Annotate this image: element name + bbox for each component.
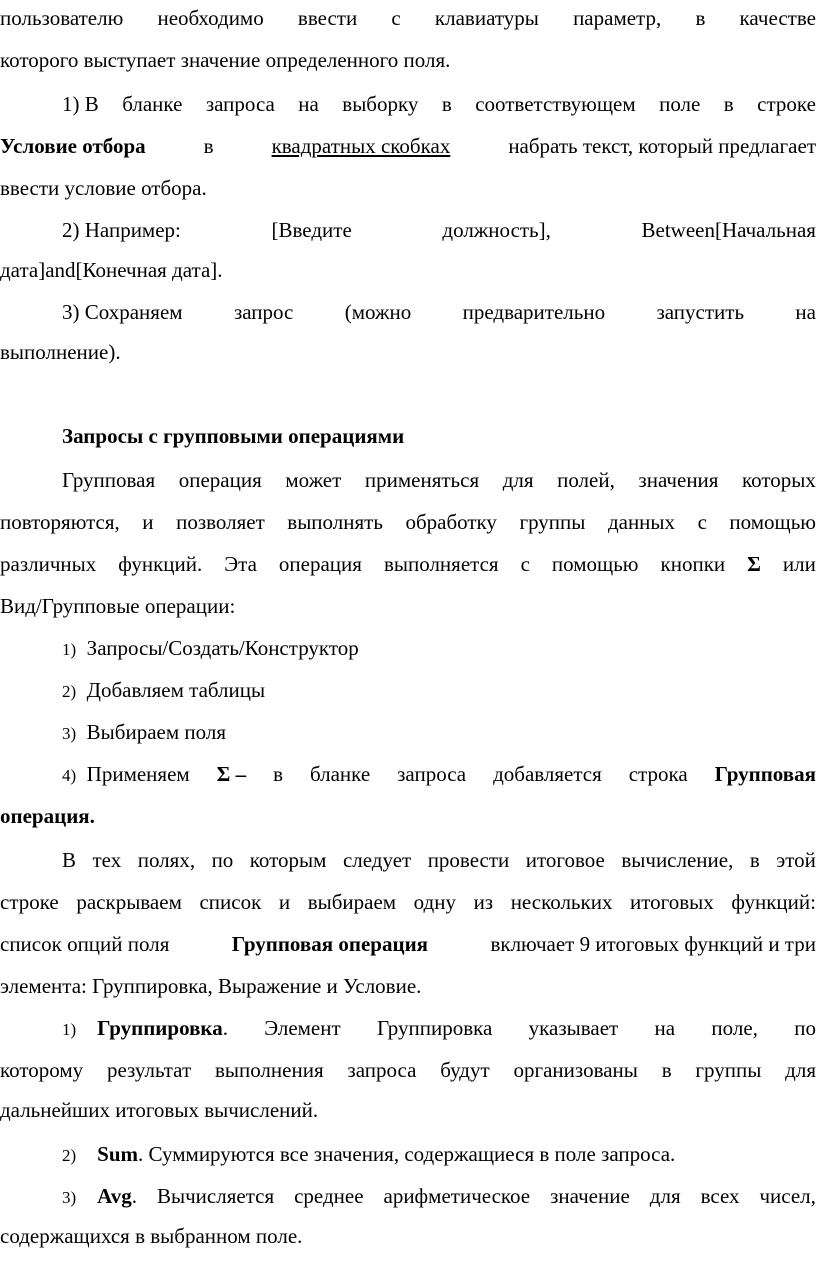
step-item xyxy=(62,760,816,790)
word: добавляется xyxy=(493,762,602,786)
bold-term: Групповая xyxy=(714,762,816,786)
step-item xyxy=(62,718,816,748)
text: дата]and[Конечная дата]. xyxy=(0,258,223,282)
word: организованы xyxy=(513,1058,638,1082)
word: или xyxy=(782,552,816,576)
text-line xyxy=(0,550,816,578)
word: в xyxy=(695,6,706,30)
word: в xyxy=(749,848,760,872)
word: по xyxy=(211,848,234,872)
text: список опций поля xyxy=(0,932,170,956)
word: запрос xyxy=(233,300,294,324)
word: группы xyxy=(519,510,586,534)
text-line xyxy=(0,508,816,536)
text-line xyxy=(62,846,816,874)
word: список xyxy=(199,890,262,914)
item-number: 1) xyxy=(62,640,77,659)
word: указывает xyxy=(528,1016,619,1040)
word: значения xyxy=(638,468,719,492)
word: на xyxy=(795,300,816,324)
word: с xyxy=(697,510,707,534)
item-number: 3) xyxy=(62,724,77,743)
text: включает 9 итоговых функций и три xyxy=(490,932,816,956)
word: запроса xyxy=(397,762,467,786)
text-line xyxy=(0,592,816,620)
word: в xyxy=(441,92,452,116)
item-number: 2) xyxy=(62,1146,77,1165)
word: обработку xyxy=(405,510,497,534)
function-item xyxy=(62,1140,816,1170)
list-item-3 xyxy=(62,298,816,326)
word: пользователю xyxy=(0,6,124,30)
word: которому xyxy=(0,1058,84,1082)
word: и xyxy=(142,510,154,534)
word: необходимо xyxy=(157,6,264,30)
text: . Суммируются все значения, содержащиеся в поле запроса. xyxy=(138,1142,676,1166)
text-line xyxy=(0,338,816,366)
word: с xyxy=(391,6,401,30)
sigma-symbol: Σ xyxy=(747,552,761,576)
word: чисел, xyxy=(759,1184,816,1208)
word: группы xyxy=(695,1058,762,1082)
step-text: Выбираем поля xyxy=(86,720,226,744)
word: для xyxy=(785,1058,816,1082)
word: [Введите xyxy=(271,218,352,242)
word: на xyxy=(654,1016,676,1040)
underlined-text: квадратных скобках xyxy=(271,134,451,158)
word: помощью xyxy=(551,552,639,576)
word: раскрываем xyxy=(76,890,182,914)
word: провести xyxy=(427,848,510,872)
word: в xyxy=(273,762,284,786)
word: операция xyxy=(278,552,362,576)
text: ввести условие отбора. xyxy=(0,176,207,200)
word: запроса xyxy=(347,1058,417,1082)
step-item xyxy=(62,634,816,664)
word: бланке xyxy=(309,762,371,786)
word: строке xyxy=(0,890,59,914)
word: с xyxy=(520,552,530,576)
word: различных xyxy=(0,552,97,576)
text-line xyxy=(0,46,816,74)
word: Групповая xyxy=(62,468,156,492)
function-item xyxy=(62,1182,816,1212)
text-line xyxy=(0,802,816,830)
word: в xyxy=(203,134,214,158)
text-line xyxy=(0,1056,816,1084)
word: которым xyxy=(249,848,327,872)
text-line xyxy=(62,466,816,494)
word: выборку xyxy=(342,92,419,116)
word: выполнения xyxy=(214,1058,324,1082)
item-number: 2) Например: xyxy=(62,218,181,242)
word: итоговых xyxy=(630,890,714,914)
text-line xyxy=(0,174,816,202)
word: выбираем xyxy=(307,890,397,914)
word: повторяются, xyxy=(0,510,120,534)
word: функций. xyxy=(118,552,203,576)
item-number: 3) Сохраняем xyxy=(62,300,183,324)
word: (можно xyxy=(344,300,412,324)
word: применяться xyxy=(364,468,480,492)
word: бланке xyxy=(122,92,183,116)
section-heading: Запросы с групповыми операциями xyxy=(62,424,405,448)
word: среднее xyxy=(294,1184,364,1208)
list-item-2 xyxy=(62,216,816,244)
word: одну xyxy=(413,890,456,914)
word: на xyxy=(298,92,319,116)
text-line xyxy=(0,972,816,1000)
word: данных xyxy=(607,510,676,534)
text: набрать текст, который предлагает xyxy=(508,134,816,158)
word: В xyxy=(62,848,77,872)
bold-term: Sum xyxy=(97,1142,139,1166)
text-line xyxy=(0,4,816,32)
word: строке xyxy=(757,92,816,116)
word: строка xyxy=(628,762,688,786)
text: которого выступает значение определенного поля. xyxy=(0,48,451,72)
word: тех xyxy=(92,848,122,872)
word: параметр, xyxy=(573,6,662,30)
word: может xyxy=(285,468,342,492)
word: этой xyxy=(776,848,816,872)
text-line xyxy=(0,256,816,284)
text: выполнение). xyxy=(0,340,121,364)
function-item xyxy=(62,1014,816,1044)
bold-term: Условие отбора xyxy=(0,134,146,158)
word: полей, xyxy=(557,468,615,492)
word: полях, xyxy=(137,848,196,872)
word: следует xyxy=(342,848,412,872)
word: выполнять xyxy=(287,510,383,534)
item-number: 3) Avg. xyxy=(62,1184,138,1208)
word: которых xyxy=(742,468,816,492)
word: предварительно xyxy=(462,300,606,324)
text-line xyxy=(0,1096,816,1124)
text: содержащихся в выбранном поле. xyxy=(0,1224,303,1248)
word: в xyxy=(661,1058,672,1082)
word: и xyxy=(278,890,291,914)
text: Вид/Групповые операции: xyxy=(0,594,236,618)
word: по xyxy=(794,1016,816,1040)
word: для xyxy=(502,468,534,492)
word: всех xyxy=(700,1184,740,1208)
word: поле xyxy=(659,92,701,116)
word: поле, xyxy=(711,1016,758,1040)
word: операция xyxy=(178,468,262,492)
word: итоговое xyxy=(525,848,605,872)
word: арифметическое xyxy=(383,1184,531,1208)
item-number: 1) В xyxy=(62,92,99,116)
word: запроса xyxy=(205,92,275,116)
word: выполняется xyxy=(383,552,499,576)
bold-term: Групповая операция xyxy=(231,932,429,956)
word: запустить xyxy=(656,300,745,324)
word: качестве xyxy=(739,6,816,30)
item-number: 4) Применяем xyxy=(62,762,190,786)
word: Группировка xyxy=(376,1016,493,1040)
word: будут xyxy=(440,1058,490,1082)
item-number: 2) xyxy=(62,682,77,701)
word: нескольких xyxy=(510,890,613,914)
word: результат xyxy=(106,1058,192,1082)
word: для xyxy=(649,1184,681,1208)
word: Эта xyxy=(224,552,257,576)
word: позволяет xyxy=(176,510,265,534)
step-text: Добавляем таблицы xyxy=(86,678,266,702)
word: Элемент xyxy=(264,1016,341,1040)
sigma-symbol: Σ – xyxy=(216,762,247,786)
text-line xyxy=(0,930,816,958)
word: клавиатуры xyxy=(434,6,539,30)
word: помощью xyxy=(729,510,816,534)
word: в xyxy=(723,92,734,116)
step-item xyxy=(62,676,816,706)
text: дальнейших итоговых вычислений. xyxy=(0,1098,319,1122)
bold-term: операция. xyxy=(0,804,95,828)
item-number: 1) Группировка. xyxy=(62,1016,228,1040)
word: кнопки xyxy=(660,552,726,576)
step-text: Запросы/Создать/Конструктор xyxy=(86,636,359,660)
text-line xyxy=(0,1222,816,1250)
word: значение xyxy=(550,1184,630,1208)
word: должность], xyxy=(442,218,551,242)
text-line xyxy=(0,132,816,160)
text: элемента: Группировка, Выражение и Условие. xyxy=(0,974,422,998)
word: Between[Начальная xyxy=(641,218,816,242)
word: вычисление, xyxy=(621,848,734,872)
list-item-1 xyxy=(62,90,816,118)
word: функций: xyxy=(731,890,816,914)
word: соответствующем xyxy=(475,92,636,116)
word: из xyxy=(473,890,494,914)
word: ввести xyxy=(297,6,358,30)
text-line xyxy=(0,888,816,916)
word: Вычисляется xyxy=(157,1184,275,1208)
